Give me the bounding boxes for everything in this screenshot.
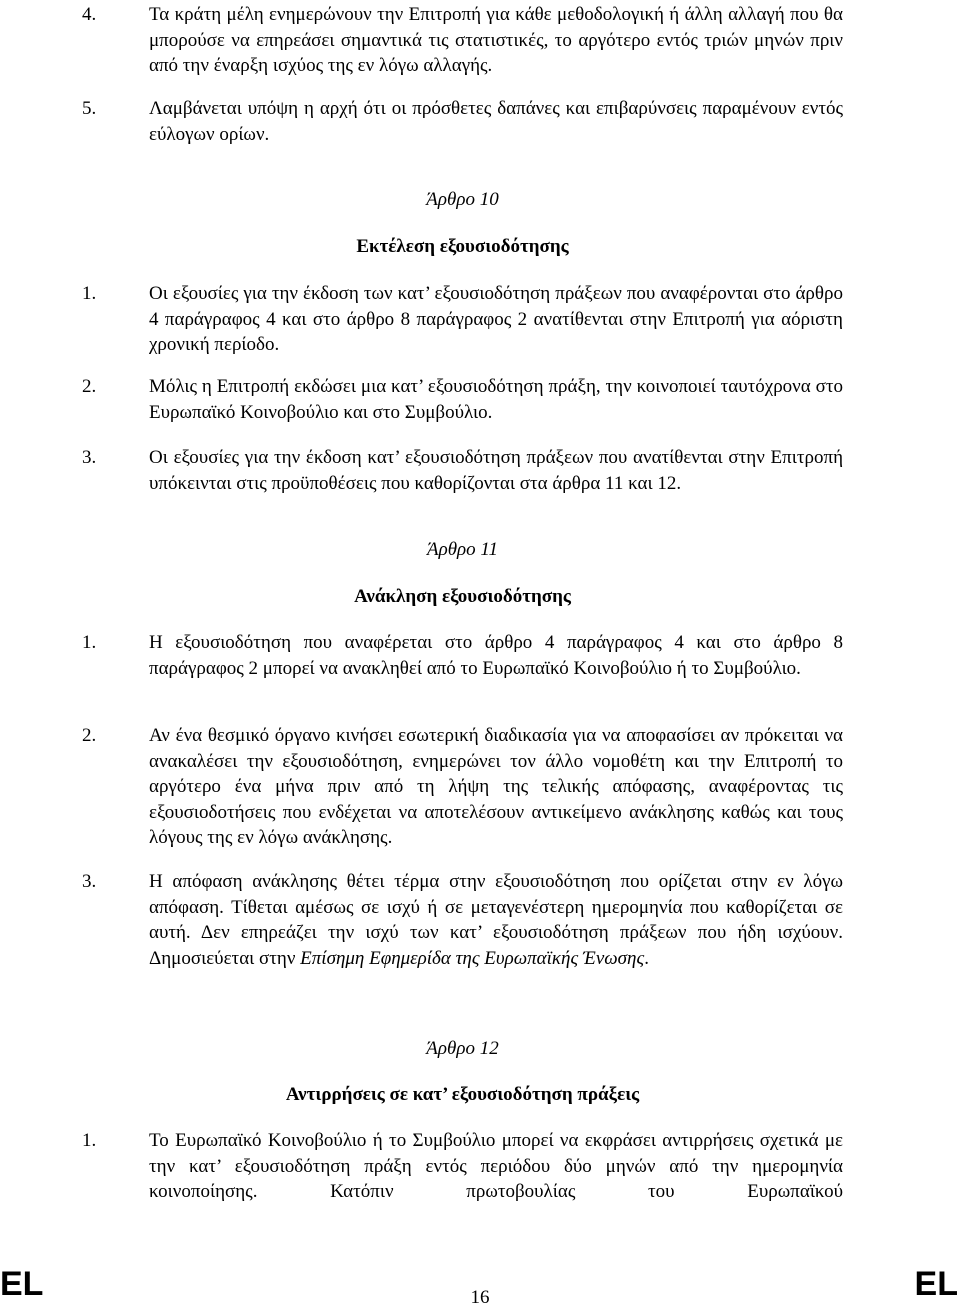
article-11-paragraph-3 — [82, 869, 843, 971]
article-10-paragraph-3 — [82, 445, 843, 496]
article-11-title: Ανάκληση εξουσιοδότησης — [354, 586, 571, 607]
paragraph-number: 1. — [82, 632, 97, 653]
article-11-paragraph-2 — [82, 723, 843, 851]
paragraph-number: 2. — [82, 725, 97, 746]
paragraph-text: Η εξουσιοδότηση που αναφέρεται στο άρθρο 4 παράγραφος 4 και στο άρθρο 8 παράγραφος 2 μπορεί να ανακληθεί από το Ευρωπαϊκό Κοινοβούλιο ή το Συμβούλιο. — [149, 632, 843, 679]
paragraph-number: 1. — [82, 283, 97, 304]
footer-language-left: EL — [0, 1265, 44, 1303]
paragraph-text: Τα κράτη μέλη ενημερώνουν την Επιτροπή για κάθε μεθοδολογική ή άλλη αλλαγή που θα μπορούσε να επηρεάσει σημαντικά τις στατιστικές, το αργότερο εντός τριών μηνών πριν από την έναρξη ισχύος της εν λόγω αλλαγής. — [149, 4, 843, 76]
paragraph-text: Οι εξουσίες για την έκδοση κατ’ εξουσιοδότηση πράξεων που ανατίθενται στην Επιτροπή υπόκεινται στις προϋποθέσεις που καθορίζονται στα άρθρα 11 και 12. — [149, 447, 843, 494]
article-10-title: Εκτέλεση εξουσιοδότησης — [356, 236, 569, 257]
article-11-paragraph-1 — [82, 630, 843, 681]
footer-language-right: EL — [914, 1265, 958, 1303]
article-12-label: Άρθρο 12 — [426, 1038, 499, 1059]
paragraph-4 — [82, 2, 843, 79]
article-12-paragraph-1 — [82, 1128, 843, 1205]
article-12-title: Αντιρρήσεις σε κατ’ εξουσιοδότηση πράξεις — [285, 1084, 640, 1105]
paragraph-5 — [82, 96, 843, 147]
paragraph-number: 5. — [82, 98, 97, 119]
paragraph-number: 3. — [82, 447, 97, 468]
paragraph-number: 2. — [82, 376, 97, 397]
paragraph-number: 1. — [82, 1130, 97, 1151]
paragraph-text-part: . — [644, 947, 649, 969]
paragraph-number: 4. — [82, 4, 97, 25]
paragraph-text — [149, 869, 843, 971]
page-number: 16 — [470, 1287, 490, 1308]
paragraph-text: Οι εξουσίες για την έκδοση των κατ’ εξουσιοδότηση πράξεων που αναφέρονται στο άρθρο 4 παράγραφος 4 και στο άρθρο 8 παράγραφος 2 ανατίθενται στην Επιτροπή για αόριστη χρονική περίοδο. — [149, 283, 843, 355]
article-10-paragraph-2 — [82, 374, 843, 425]
article-11-label: Άρθρο 11 — [426, 539, 499, 560]
article-10-paragraph-1 — [82, 281, 843, 358]
paragraph-text: Μόλις η Επιτροπή εκδώσει μια κατ’ εξουσιοδότηση πράξη, την κοινοποιεί ταυτόχρονα στο Ευρωπαϊκό Κοινοβούλιο και στο Συμβούλιο. — [149, 376, 843, 423]
paragraph-text: Λαμβάνεται υπόψη η αρχή ότι οι πρόσθετες δαπάνες και επιβαρύνσεις παραμένουν εντός εύλογων ορίων. — [149, 98, 843, 145]
article-10-label: Άρθρο 10 — [426, 189, 499, 210]
paragraph-number: 3. — [82, 871, 97, 892]
official-journal-title: Επίσημη Εφημερίδα της Ευρωπαϊκής Ένωσης — [300, 947, 645, 969]
paragraph-text-part: Η απόφαση ανάκλησης θέτει τέρμα στην εξουσιοδότηση που ορίζεται στην εν λόγω απόφαση. Τίθεται αμέσως σε ισχύ ή σε μεταγενέστερη ημερομηνία που καθορίζεται σε αυτή. Δεν επηρεάζει την ισχύ των κατ’ εξουσιοδότηση πράξεων που ήδη ισχύουν. Δημοσιεύεται στην — [149, 871, 843, 969]
paragraph-text: Αν ένα θεσμικό όργανο κινήσει εσωτερική διαδικασία για να αποφασίσει αν πρόκειται να ανακαλέσει την εξουσιοδότηση, ενημερώνει τον άλλο νομοθέτη και την Επιτροπή το αργότερο ένα μήνα πριν από τη λήψη της τελικής απόφασης, αναφέροντας τις εξουσιοδοτήσεις που ενδέχεται να αποτελέσουν αντικείμενο ανάκλησης καθώς και τους λόγους της εν λόγω ανάκλησης. — [149, 725, 843, 848]
paragraph-text: Το Ευρωπαϊκό Κοινοβούλιο ή το Συμβούλιο μπορεί να εκφράσει αντιρρήσεις σχετικά με την κατ’ εξουσιοδότηση πράξη εντός περιόδου δύο μηνών από την ημερομηνία κοινοποίησης. Κατόπιν πρωτοβουλίας του Ευρωπαϊκού — [149, 1130, 843, 1202]
